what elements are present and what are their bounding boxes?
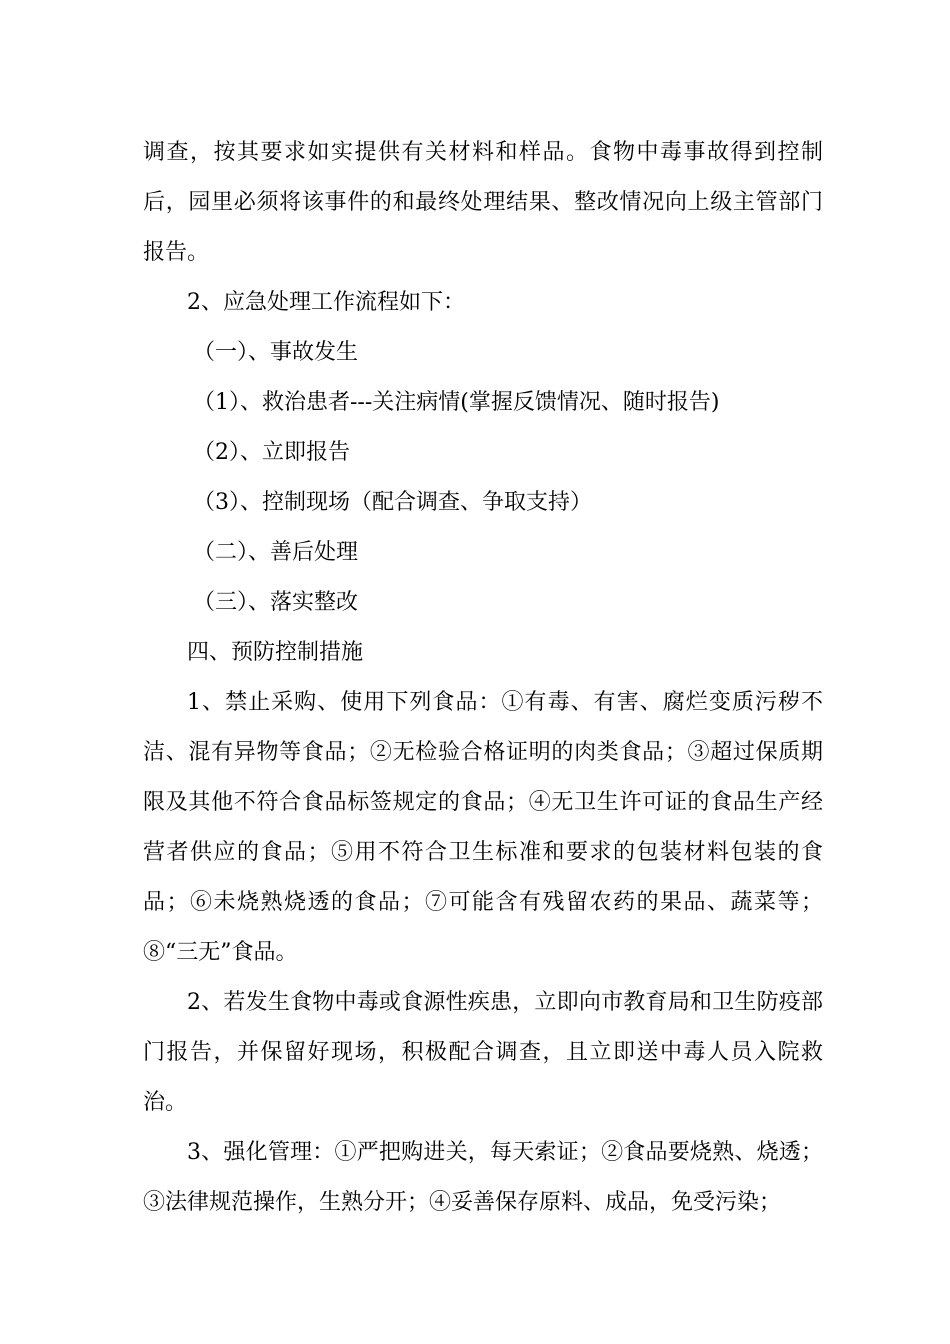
paragraph-strengthen-management: 3、强化管理：①严把购进关，每天索证；②食品要烧熟、烧透；③法律规范操作，生熟分开；④妥善保存原料、成品，免受污染； <box>143 1140 823 1215</box>
paragraph-prohibited-foods: 1、禁止采购、使用下列食品：①有毒、有害、腐烂变质污秽不洁、混有异物等食品；②无检验合格证明的肉类食品；③超过保质期限及其他不符合食品标签规定的食品；④无卫生许可证的食品生产经营者供应的食品；⑤用不符合卫生标准和要求的包装材料包装的食品；⑥未烧熟烧透的食品；⑦可能含有残留农药的果品、蔬菜等；⑧“三无”食品。 <box>143 690 823 965</box>
paragraph-step-treat: （1）、救治患者---关注病情(掌握反馈情况、随时报告) <box>193 390 720 415</box>
paragraph-workflow-heading: 2、应急处理工作流程如下： <box>187 290 465 315</box>
paragraph-poisoning-report: 2、若发生食物中毒或食源性疾患，立即向市教育局和卫生防疫部门报告，并保留好现场，积极配合调查，且立即送中毒人员入院救治。 <box>143 990 823 1115</box>
document-body <box>143 128 823 1228</box>
paragraph-step-aftermath: （二）、善后处理 <box>193 540 359 565</box>
paragraph-step-rectify: （三）、落实整改 <box>193 590 359 615</box>
paragraph-step-control: （3）、控制现场（配合调查、争取支持） <box>193 490 592 515</box>
section-heading-prevention: 四、预防控制措施 <box>187 640 364 665</box>
paragraph-step-report: （2）、立即报告 <box>193 440 350 465</box>
paragraph-step-accident: （一）、事故发生 <box>193 340 359 365</box>
paragraph-continuation: 调查，按其要求如实提供有关材料和样品。食物中毒事故得到控制后，园里必须将该事件的和最终处理结果、整改情况向上级主管部门报告。 <box>143 140 823 265</box>
